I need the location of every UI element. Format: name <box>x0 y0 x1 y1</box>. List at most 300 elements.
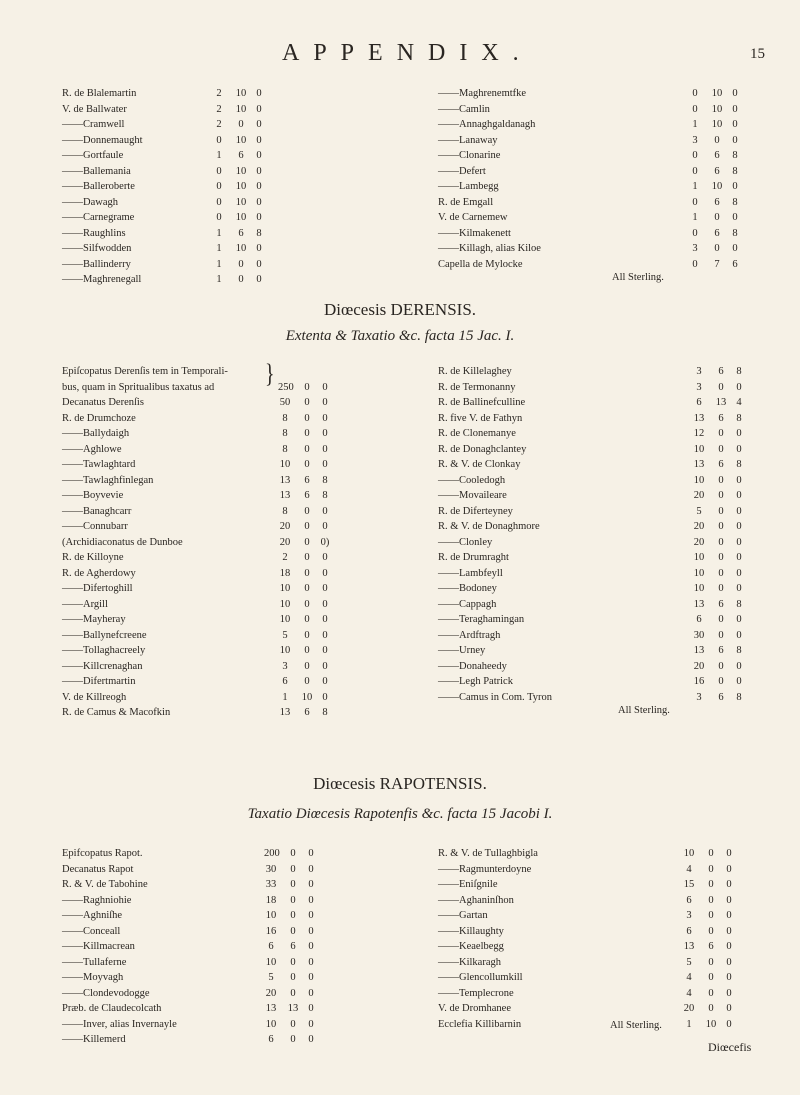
amount-pence: 0 <box>736 521 742 532</box>
amount-shillings: 0 <box>714 243 720 254</box>
amount-pence: 8 <box>732 165 738 177</box>
amount-pounds: 20 <box>693 521 705 532</box>
amount-pounds: 4 <box>686 863 692 875</box>
amount-shillings: 0 <box>708 956 714 968</box>
amount-pounds: 10 <box>279 583 291 594</box>
amount-pence: 0 <box>256 274 262 285</box>
entry-row <box>62 846 402 862</box>
amount-shillings: 10 <box>235 134 247 146</box>
amount-pence: 0 <box>322 459 328 470</box>
amount-pence: 0 <box>322 676 328 687</box>
entry-name: R. de Ballinefculline <box>438 397 526 408</box>
amount-pounds: 10 <box>693 443 705 455</box>
entry-row <box>438 939 778 955</box>
amount-shillings: 0 <box>290 910 296 921</box>
entry-row <box>62 272 402 288</box>
amount-pence: 0 <box>736 583 742 594</box>
entry-name: ——Donaheedy <box>438 660 507 672</box>
amount-pounds: 2 <box>216 88 222 99</box>
entry-name: V. de Dromhanee <box>438 1003 511 1014</box>
amount-shillings: 0 <box>238 119 244 130</box>
entry-name: ——Cappagh <box>438 598 497 610</box>
amount-shillings: 0 <box>304 521 310 532</box>
entry-name: R. de Camus & Macofkin <box>62 707 171 718</box>
brace-symbol: } <box>265 359 275 389</box>
section-subheading-rapotensis: Taxatio Diœcesis Rapotenfis &c. facta 15 Jacobi I. <box>247 806 553 822</box>
amount-pounds: 250 <box>278 381 294 393</box>
amount-shillings: 6 <box>708 941 714 952</box>
amount-pence: 4 <box>736 397 742 408</box>
amount-pence: 0 <box>736 428 742 439</box>
entry-name: ——Tawlaghtard <box>62 459 136 470</box>
amount-pounds: 10 <box>265 1018 277 1030</box>
amount-pounds: 20 <box>693 490 705 501</box>
entry-row <box>62 504 402 520</box>
amount-pounds: 10 <box>265 956 277 968</box>
amount-shillings: 0 <box>718 536 724 548</box>
entry-name: R. de Clonemanye <box>438 428 516 439</box>
amount-pounds: 0 <box>216 165 222 177</box>
amount-shillings: 0 <box>304 676 310 687</box>
entry-name: R. de Killoyne <box>62 552 124 563</box>
amount-shillings: 0 <box>290 894 296 906</box>
amount-pence: 0 <box>308 1018 314 1030</box>
amount-pence: 0 <box>736 381 742 393</box>
section-heading-derensis: Diœcesis DERENSIS. <box>323 300 477 319</box>
entry-row <box>62 364 402 380</box>
entry-row <box>62 581 402 597</box>
entry-row <box>438 257 778 273</box>
amount-pence: 0 <box>308 894 314 906</box>
amount-pence: 0 <box>726 863 732 875</box>
amount-pounds: 16 <box>693 676 705 687</box>
entry-row <box>62 380 402 396</box>
entry-row <box>438 970 778 986</box>
amount-pence: 0 <box>726 972 732 983</box>
section-heading-rapotensis: Diœcesis RAPOTENSIS. <box>313 774 487 793</box>
entry-row <box>62 862 402 878</box>
entry-name: R. de Emgall <box>438 196 494 208</box>
total-label: All Sterling. <box>612 272 664 283</box>
entry-name: R. five V. de Fathyn <box>438 412 523 424</box>
amount-pounds: 1 <box>216 258 222 270</box>
entry-row <box>438 581 778 597</box>
amount-pounds: 1 <box>216 274 222 285</box>
entry-name: ——Tollaghacreely <box>62 645 146 656</box>
entry-name: ——Annaghgaldanagh <box>438 119 536 130</box>
amount-pounds: 6 <box>268 1034 274 1045</box>
amount-pence: 0 <box>736 505 742 517</box>
amount-pence: 0 <box>726 910 732 921</box>
amount-pounds: 30 <box>693 629 705 641</box>
amount-shillings: 6 <box>304 474 310 486</box>
amount-pounds: 3 <box>692 243 698 254</box>
entry-name: ——Kilmakenett <box>438 227 511 239</box>
amount-shillings: 6 <box>718 459 724 470</box>
amount-pence: 0 <box>726 1018 732 1030</box>
amount-pence: 0 <box>256 103 262 115</box>
amount-shillings: 10 <box>235 181 247 192</box>
entry-name: ——Killagh, alias Kiloe <box>438 243 541 254</box>
amount-pence: 8 <box>322 707 328 718</box>
entry-name: V. de Killreogh <box>62 691 127 703</box>
amount-shillings: 10 <box>235 196 247 208</box>
amount-pounds: 10 <box>279 614 291 625</box>
amount-shillings: 0 <box>708 894 714 906</box>
entry-row <box>438 519 778 535</box>
amount-shillings: 10 <box>235 103 247 115</box>
entry-name: ——Difertmartin <box>62 676 136 687</box>
entry-name: ——Mayheray <box>62 614 126 625</box>
entry-row <box>438 364 778 380</box>
entry-name: ——Tawlaghfinlegan <box>62 474 154 486</box>
amount-shillings: 0 <box>718 583 724 594</box>
entry-name: ——Clonarine <box>438 150 501 161</box>
amount-shillings: 0 <box>304 536 310 548</box>
entry-row <box>438 597 778 613</box>
amount-shillings: 0 <box>290 879 296 890</box>
amount-pounds: 10 <box>279 598 291 610</box>
amount-pounds: 13 <box>683 941 695 952</box>
amount-pounds: 30 <box>265 863 277 875</box>
amount-pence: 8 <box>736 366 742 377</box>
amount-shillings: 6 <box>718 412 724 424</box>
entry-name: Decanatus Derenſis <box>62 397 144 408</box>
amount-pounds: 1 <box>282 691 288 703</box>
amount-shillings: 10 <box>235 88 247 99</box>
entry-name: ——Eniſgnile <box>438 879 498 890</box>
amount-pounds: 5 <box>268 972 274 983</box>
entry-row <box>438 380 778 396</box>
amount-shillings: 6 <box>238 150 244 161</box>
entry-row <box>438 690 778 706</box>
amount-shillings: 0 <box>290 956 296 968</box>
amount-pence: 0 <box>732 134 738 146</box>
entry-name: ——Ardftragh <box>438 629 501 641</box>
entry-name: ——Raghniohie <box>62 894 132 906</box>
entry-row <box>438 986 778 1002</box>
entry-name: ——Difertoghill <box>62 583 133 594</box>
amount-pence: 0 <box>322 381 328 393</box>
amount-shillings: 0 <box>290 972 296 983</box>
amount-pounds: 20 <box>265 987 277 999</box>
amount-pence: 8 <box>732 196 738 208</box>
amount-shillings: 0 <box>304 645 310 656</box>
entry-name: V. de Carnemew <box>438 212 508 223</box>
amount-pounds: 20 <box>693 660 705 672</box>
left-column <box>62 86 402 288</box>
amount-pounds: 1 <box>216 150 222 161</box>
amount-pence: 8 <box>322 490 328 501</box>
entry-row <box>62 117 402 133</box>
amount-pence: 0 <box>322 660 328 672</box>
entry-row <box>62 241 402 257</box>
entry-row <box>438 862 778 878</box>
amount-pence: 0 <box>726 956 732 968</box>
left-column <box>62 364 402 721</box>
entry-name: ——Killmacrean <box>62 941 135 952</box>
entry-name: ——Carnegrame <box>62 212 135 223</box>
entry-name: R. de Drumraght <box>438 552 509 563</box>
amount-pence: 0 <box>256 88 262 99</box>
amount-pounds: 50 <box>279 397 291 408</box>
amount-pounds: 4 <box>686 972 692 983</box>
amount-pounds: 8 <box>282 505 288 517</box>
entry-row <box>62 226 402 242</box>
amount-pounds: 20 <box>683 1003 695 1014</box>
amount-pounds: 6 <box>686 925 692 937</box>
amount-shillings: 0 <box>718 660 724 672</box>
amount-shillings: 6 <box>714 165 720 177</box>
catchword: Diœcefis <box>708 1040 752 1054</box>
entry-row <box>438 133 778 149</box>
amount-pence: 0 <box>726 1003 732 1014</box>
amount-pence: 0 <box>322 412 328 424</box>
amount-pence: 0 <box>322 614 328 625</box>
amount-pence: 0 <box>732 243 738 254</box>
amount-shillings: 0 <box>290 1018 296 1030</box>
amount-pence: 8 <box>322 474 328 486</box>
amount-pounds: 6 <box>686 894 692 906</box>
amount-pounds: 20 <box>279 521 291 532</box>
entry-name: R. & V. de Clonkay <box>438 459 521 470</box>
amount-shillings: 6 <box>714 196 720 208</box>
amount-pence: 0 <box>736 474 742 486</box>
running-head <box>0 40 800 70</box>
entry-name: ——Bodoney <box>438 583 497 594</box>
amount-pence: 0 <box>256 165 262 177</box>
amount-pounds: 13 <box>693 412 705 424</box>
amount-pounds: 200 <box>264 848 280 859</box>
amount-pence: 0 <box>736 676 742 687</box>
amount-pounds: 1 <box>692 212 698 223</box>
entry-row <box>438 411 778 427</box>
amount-shillings: 0 <box>718 629 724 641</box>
entry-name: ——Dawagh <box>62 196 118 208</box>
entry-row <box>438 504 778 520</box>
entry-name: ——Maghrenemtfke <box>438 88 527 99</box>
amount-shillings: 0 <box>304 505 310 517</box>
amount-pounds: 10 <box>693 474 705 486</box>
amount-pence: 0 <box>308 987 314 999</box>
entry-row <box>438 628 778 644</box>
entry-name: ——Aghlowe <box>62 443 122 455</box>
amount-shillings: 10 <box>711 181 723 192</box>
amount-shillings: 10 <box>711 88 723 99</box>
entry-name: ——Templecrone <box>438 987 514 999</box>
running-title: APPENDIX. <box>282 40 533 66</box>
amount-shillings: 6 <box>718 366 724 377</box>
amount-shillings: 6 <box>718 598 724 610</box>
amount-pounds: 33 <box>265 879 277 890</box>
entry-name: ——Movaileare <box>438 490 507 501</box>
entry-row <box>62 257 402 273</box>
amount-pence: 0 <box>308 1034 314 1045</box>
amount-pounds: 10 <box>279 459 291 470</box>
entry-name: ——Camlin <box>438 103 490 115</box>
entry-name: Capella de Mylocke <box>438 258 523 270</box>
amount-pence: 0 <box>732 103 738 115</box>
amount-pounds: 5 <box>686 956 692 968</box>
entry-row <box>62 519 402 535</box>
amount-pence: 0 <box>256 119 262 130</box>
entry-row <box>62 535 402 551</box>
entry-name: (Archidiaconatus de Dunboe <box>62 536 183 548</box>
entry-name: R. de Donaghclantey <box>438 443 527 455</box>
entry-name: R. de Diferteyney <box>438 505 513 517</box>
amount-pence: 0 <box>322 583 328 594</box>
amount-pence: 0 <box>726 894 732 906</box>
amount-pence: 0 <box>726 925 732 937</box>
amount-shillings: 0 <box>304 443 310 455</box>
amount-shillings: 0 <box>290 987 296 999</box>
amount-pence: 0 <box>322 629 328 641</box>
entry-name: ——Lanaway <box>438 134 498 146</box>
amount-shillings: 10 <box>235 165 247 177</box>
entry-name: ——Cramwell <box>62 119 125 130</box>
entry-name: ——Killaughty <box>438 925 504 937</box>
amount-pounds: 2 <box>216 119 222 130</box>
entry-row <box>438 1017 778 1033</box>
entry-name: ——Aghniſhe <box>62 910 123 921</box>
entry-row <box>62 411 402 427</box>
entry-row <box>438 86 778 102</box>
amount-pounds: 3 <box>692 134 698 146</box>
total-label: All Sterling. <box>618 705 670 716</box>
entry-row <box>62 924 402 940</box>
amount-pounds: 1 <box>692 119 698 130</box>
entry-row <box>438 643 778 659</box>
entry-name: R. de Drumchoze <box>62 412 136 424</box>
entry-name: ——Killemerd <box>62 1034 126 1045</box>
entry-row <box>438 210 778 226</box>
entry-name: Ecclefia Killibarnin <box>438 1018 522 1030</box>
amount-pence: 0 <box>322 691 328 703</box>
amount-shillings: 7 <box>714 258 720 270</box>
entry-row <box>62 102 402 118</box>
section-subheading-derensis: Extenta & Taxatio &c. facta 15 Jac. I. <box>285 328 515 344</box>
entry-row <box>438 241 778 257</box>
amount-pounds: 10 <box>693 567 705 579</box>
entry-name: ——Killcrenaghan <box>62 660 143 672</box>
entry-row <box>438 102 778 118</box>
entry-name: R. de Blalemartin <box>62 88 137 99</box>
amount-pence: 0 <box>322 443 328 455</box>
entry-row <box>438 924 778 940</box>
page-number: 15 <box>750 46 765 62</box>
entry-row <box>438 877 778 893</box>
amount-pounds: 6 <box>282 676 288 687</box>
entry-name: ——Ragmunterdoyne <box>438 863 532 875</box>
entry-row <box>438 893 778 909</box>
amount-shillings: 0 <box>718 443 724 455</box>
left-column <box>62 846 402 1048</box>
amount-pounds: 6 <box>696 397 702 408</box>
amount-pence: 0 <box>308 956 314 968</box>
amount-pence: 0 <box>322 552 328 563</box>
amount-pence: 0 <box>736 567 742 579</box>
entry-row <box>62 395 402 411</box>
amount-pounds: 0 <box>216 181 222 192</box>
entry-row <box>62 908 402 924</box>
amount-shillings: 10 <box>705 1018 717 1030</box>
entry-row <box>438 226 778 242</box>
entry-row <box>438 566 778 582</box>
entry-row <box>62 164 402 180</box>
entry-row <box>62 612 402 628</box>
entry-row <box>438 395 778 411</box>
amount-pounds: 0 <box>692 165 698 177</box>
entry-row <box>62 893 402 909</box>
amount-shillings: 0 <box>718 474 724 486</box>
amount-shillings: 0 <box>718 521 724 532</box>
amount-pence: 0 <box>736 552 742 563</box>
entry-row <box>438 955 778 971</box>
amount-pence: 0 <box>322 428 328 439</box>
amount-pence: 0 <box>726 879 732 890</box>
amount-shillings: 10 <box>235 243 247 254</box>
amount-shillings: 0 <box>304 381 310 393</box>
amount-pence: 0 <box>256 243 262 254</box>
amount-pounds: 0 <box>216 212 222 223</box>
entry-name: ——Cooledogh <box>438 474 506 486</box>
amount-pounds: 20 <box>693 536 705 548</box>
entry-row <box>438 164 778 180</box>
amount-pence: 0 <box>308 863 314 875</box>
entry-row <box>438 426 778 442</box>
amount-shillings: 0 <box>304 567 310 579</box>
amount-shillings: 10 <box>235 212 247 223</box>
amount-pounds: 10 <box>265 910 277 921</box>
amount-pence: 0 <box>256 181 262 192</box>
amount-pounds: 2 <box>282 552 288 563</box>
entry-row <box>62 86 402 102</box>
amount-shillings: 0 <box>304 412 310 424</box>
amount-pence: 0 <box>308 848 314 859</box>
amount-pence: 0 <box>322 567 328 579</box>
amount-pounds: 5 <box>282 629 288 641</box>
entry-name: ——Ballemania <box>62 165 131 177</box>
amount-shillings: 0 <box>304 660 310 672</box>
amount-shillings: 0 <box>290 863 296 875</box>
entry-name: ——Maghrenegall <box>62 274 142 285</box>
entry-name: ——Kilkaragh <box>438 956 501 968</box>
entry-name: ——Gortfaule <box>62 150 124 161</box>
amount-shillings: 13 <box>715 397 727 408</box>
entry-row <box>62 426 402 442</box>
amount-pounds: 3 <box>696 691 702 703</box>
amount-pounds: 12 <box>693 428 705 439</box>
entry-row <box>438 674 778 690</box>
amount-shillings: 6 <box>304 490 310 501</box>
amount-pence: 8 <box>736 459 742 470</box>
amount-pounds: 1 <box>686 1018 692 1030</box>
amount-pounds: 6 <box>268 941 274 952</box>
right-column <box>438 86 778 272</box>
amount-shillings: 0 <box>290 925 296 937</box>
entry-row <box>62 705 402 721</box>
entry-name: ——Clonley <box>438 536 493 548</box>
entry-name: ——Inver, alias Invernayle <box>62 1018 177 1030</box>
entry-name: ——Legh Patrick <box>438 676 513 687</box>
amount-pence: 0 <box>736 536 742 548</box>
amount-shillings: 0 <box>714 134 720 146</box>
amount-pounds: 4 <box>686 987 692 999</box>
entry-name: R. & V. de Tullaghbigla <box>438 848 538 859</box>
amount-pence: 0 <box>732 181 738 192</box>
amount-pounds: 13 <box>693 598 705 610</box>
amount-shillings: 0 <box>290 848 296 859</box>
